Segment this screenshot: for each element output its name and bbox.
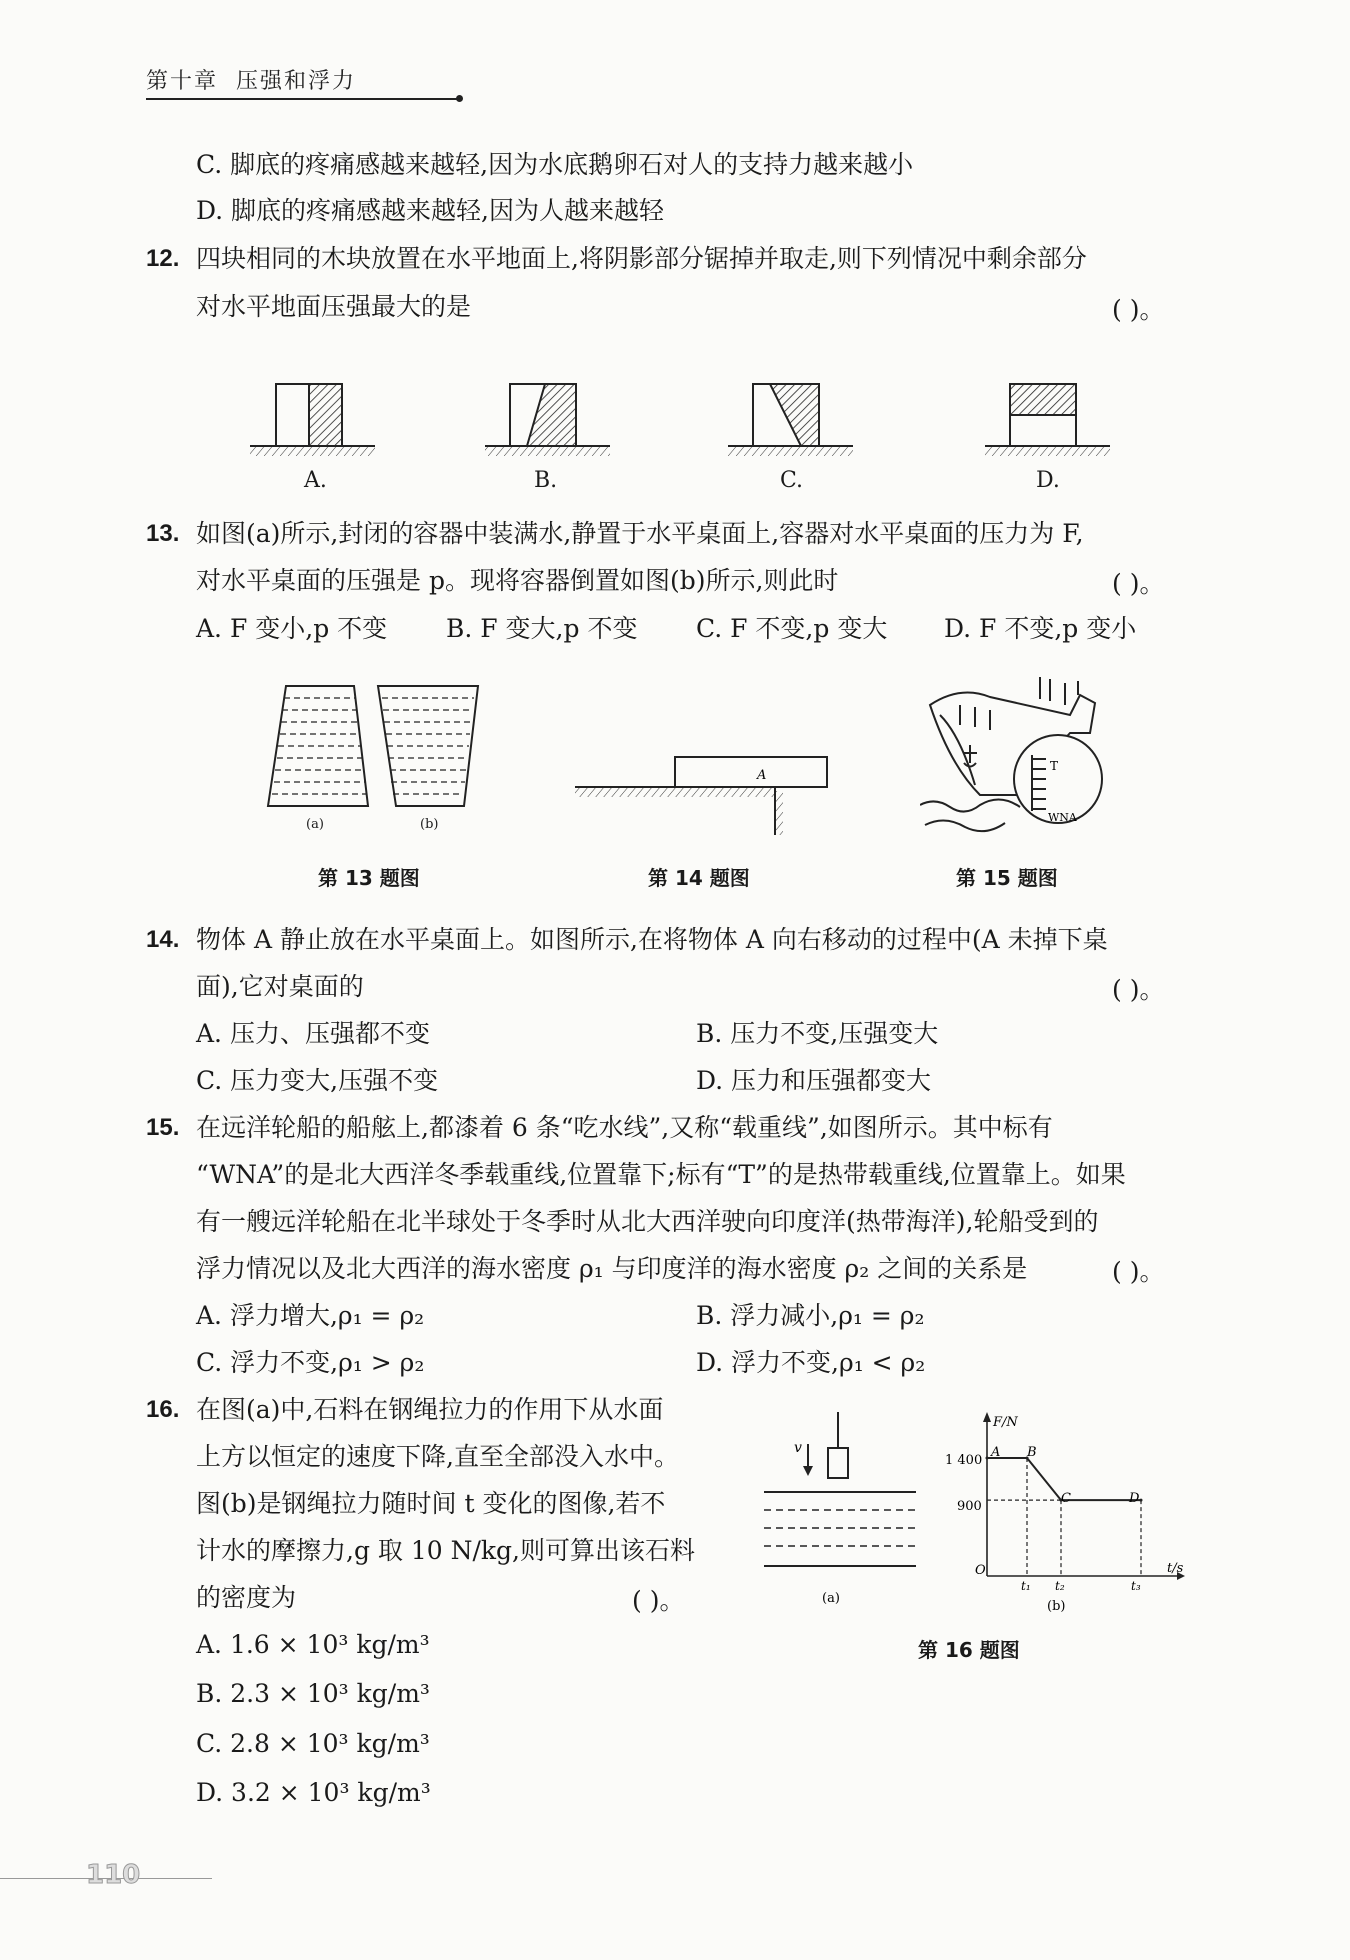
- q14-option-d: D. 压力和压强都变大: [696, 1066, 932, 1095]
- q13-option-c: C. F 不变,p 变大: [696, 614, 888, 643]
- q12-answer-paren: ( )。: [1112, 295, 1165, 324]
- fig15-mark-t: T: [1050, 759, 1059, 773]
- q16-answer-paren: ( )。: [632, 1586, 685, 1615]
- q16-option-b: B. 2.3 × 10³ kg/m³: [196, 1679, 430, 1708]
- fig14-block-label: A: [757, 768, 767, 783]
- fig16a-velocity-label: v: [794, 1440, 802, 1456]
- point-D: [1140, 1499, 1143, 1502]
- q16-line-5: 的密度为: [196, 1583, 297, 1612]
- q16-line-4: 计水的摩擦力,g 取 10 N/kg,则可算出该石料: [196, 1536, 696, 1565]
- fig13-caption: 第 13 题图: [318, 866, 420, 890]
- q16-option-a: A. 1.6 × 10³ kg/m³: [196, 1630, 430, 1659]
- q15-option-a: A. 浮力增大,ρ₁ = ρ₂: [196, 1301, 425, 1330]
- q16-line-3: 图(b)是钢绳拉力随时间 t 变化的图像,若不: [196, 1489, 666, 1518]
- q14-option-a: A. 压力、压强都不变: [196, 1019, 430, 1048]
- point-c-label: C: [1061, 1491, 1071, 1506]
- q14-number: 14.: [146, 926, 180, 953]
- q15-line-1: 在远洋轮船的船舷上,都漆着 6 条“吃水线”,又称“载重线”,如图所示。其中标有: [196, 1113, 1053, 1142]
- x-axis-label: t/s: [1167, 1561, 1184, 1576]
- q14-line-1: 物体 A 静止放在水平桌面上。如图所示,在将物体 A 向右移动的过程中(A 未掉下桌: [196, 925, 1108, 954]
- q12-block-c: [728, 384, 853, 456]
- q14-option-c: C. 压力变大,压强不变: [196, 1066, 439, 1095]
- fig14-caption: 第 14 题图: [648, 866, 750, 890]
- q12-figure: [240, 370, 1120, 460]
- running-header: [146, 64, 356, 95]
- fig16b-force-time-graph: [945, 1408, 1195, 1618]
- q16-line-1: 在图(a)中,石料在钢绳拉力的作用下从水面: [196, 1395, 664, 1424]
- q12-block-d: [985, 384, 1110, 456]
- page-number: 110: [86, 1860, 141, 1890]
- q15-option-d: D. 浮力不变,ρ₁ < ρ₂: [696, 1348, 926, 1377]
- fig13-container-a: [268, 686, 368, 806]
- q13-option-d: D. F 不变,p 变小: [944, 614, 1137, 643]
- q15-option-b: B. 浮力减小,ρ₁ = ρ₂: [696, 1301, 925, 1330]
- fig15-loadline-circle: [1014, 735, 1102, 823]
- q15-line-3: 有一艘远洋轮船在北半球处于冬季时从北大西洋驶向印度洋(热带海洋),轮船受到的: [196, 1207, 1099, 1236]
- q13-line-2: 对水平桌面的压强是 p。现将容器倒置如图(b)所示,则此时: [196, 566, 839, 595]
- point-b-label: B: [1027, 1445, 1037, 1460]
- fig13-containers: [260, 680, 490, 840]
- q15-number: 15.: [146, 1114, 180, 1141]
- q16-option-c: C. 2.8 × 10³ kg/m³: [196, 1729, 430, 1758]
- q14-option-b: B. 压力不变,压强变大: [696, 1019, 939, 1048]
- q15-line-4: 浮力情况以及北大西洋的海水密度 ρ₁ 与印度洋的海水密度 ρ₂ 之间的关系是: [196, 1254, 1028, 1283]
- fig16a-stone-in-water: [760, 1412, 925, 1617]
- q13-answer-paren: ( )。: [1112, 569, 1165, 598]
- q12-label-b: B.: [534, 468, 558, 493]
- chapter-number: 第十章: [146, 69, 219, 94]
- fig13-sub-a: (a): [306, 817, 324, 832]
- y-axis-label: F/N: [993, 1415, 1018, 1430]
- q13-line-1: 如图(a)所示,封闭的容器中装满水,静置于水平桌面上,容器对水平桌面的压力为 F,: [196, 519, 1084, 548]
- q11-option-d: D. 脚底的疼痛感越来越轻,因为人越来越轻: [196, 196, 664, 225]
- fig14-table: [575, 745, 835, 835]
- q12-label-a: A.: [304, 468, 327, 493]
- q12-block-b: [485, 384, 610, 456]
- q13-number: 13.: [146, 520, 180, 547]
- fig13-sub-b: (b): [420, 817, 439, 832]
- q16-option-d: D. 3.2 × 10³ kg/m³: [196, 1778, 431, 1807]
- fig16a-stone: [828, 1448, 848, 1478]
- header-rule: [146, 98, 458, 100]
- fig16-caption: 第 16 题图: [918, 1638, 1020, 1662]
- q12-line-2: 对水平地面压强最大的是: [196, 292, 472, 321]
- q15-option-c: C. 浮力不变,ρ₁ > ρ₂: [196, 1348, 425, 1377]
- fig16b-sub: (b): [1047, 1599, 1066, 1614]
- x-tick-t3: t₃: [1131, 1579, 1141, 1593]
- fig15-ship: [920, 675, 1110, 840]
- q16-line-2: 上方以恒定的速度下降,直至全部没入水中。: [196, 1442, 679, 1471]
- point-a-label: A: [991, 1445, 1001, 1460]
- q13-option-a: A. F 变小,p 不变: [196, 614, 388, 643]
- point-d-label: D: [1129, 1491, 1140, 1506]
- q14-line-2: 面),它对桌面的: [196, 972, 364, 1001]
- x-tick-t1: t₁: [1021, 1579, 1031, 1593]
- q15-answer-paren: ( )。: [1112, 1257, 1165, 1286]
- fig16-plot: [986, 1457, 1143, 1577]
- q12-number: 12.: [146, 245, 180, 272]
- fig15-caption: 第 15 题图: [956, 866, 1058, 890]
- origin-label: O: [975, 1563, 986, 1578]
- q12-line-1: 四块相同的木块放置在水平地面上,将阴影部分锯掉并取走,则下列情况中剩余部分: [196, 244, 1087, 273]
- y-tick-1400: 1 400: [945, 1453, 983, 1468]
- chapter-title: 压强和浮力: [236, 69, 357, 94]
- fig14-block: [675, 757, 827, 787]
- fig15-mark-wna: WNA: [1048, 811, 1077, 824]
- q14-answer-paren: ( )。: [1112, 975, 1165, 1004]
- header-rule-dot: [456, 95, 463, 102]
- y-tick-900: 900: [957, 1499, 982, 1514]
- x-tick-t2: t₂: [1055, 1579, 1065, 1593]
- fig13-container-b: [378, 686, 478, 806]
- point-A: [986, 1457, 989, 1460]
- q12-label-d: D.: [1036, 468, 1060, 493]
- q13-option-b: B. F 变大,p 不变: [446, 614, 638, 643]
- q15-line-2: “WNA”的是北大西洋冬季载重线,位置靠下;标有“T”的是热带载重线,位置靠上。如果: [196, 1160, 1126, 1189]
- q11-option-c: C. 脚底的疼痛感越来越轻,因为水底鹅卵石对人的支持力越来越小: [196, 150, 914, 179]
- q12-block-a: [250, 384, 375, 456]
- q12-label-c: C.: [780, 468, 804, 493]
- fig16a-sub: (a): [822, 1591, 840, 1606]
- q16-number: 16.: [146, 1396, 180, 1423]
